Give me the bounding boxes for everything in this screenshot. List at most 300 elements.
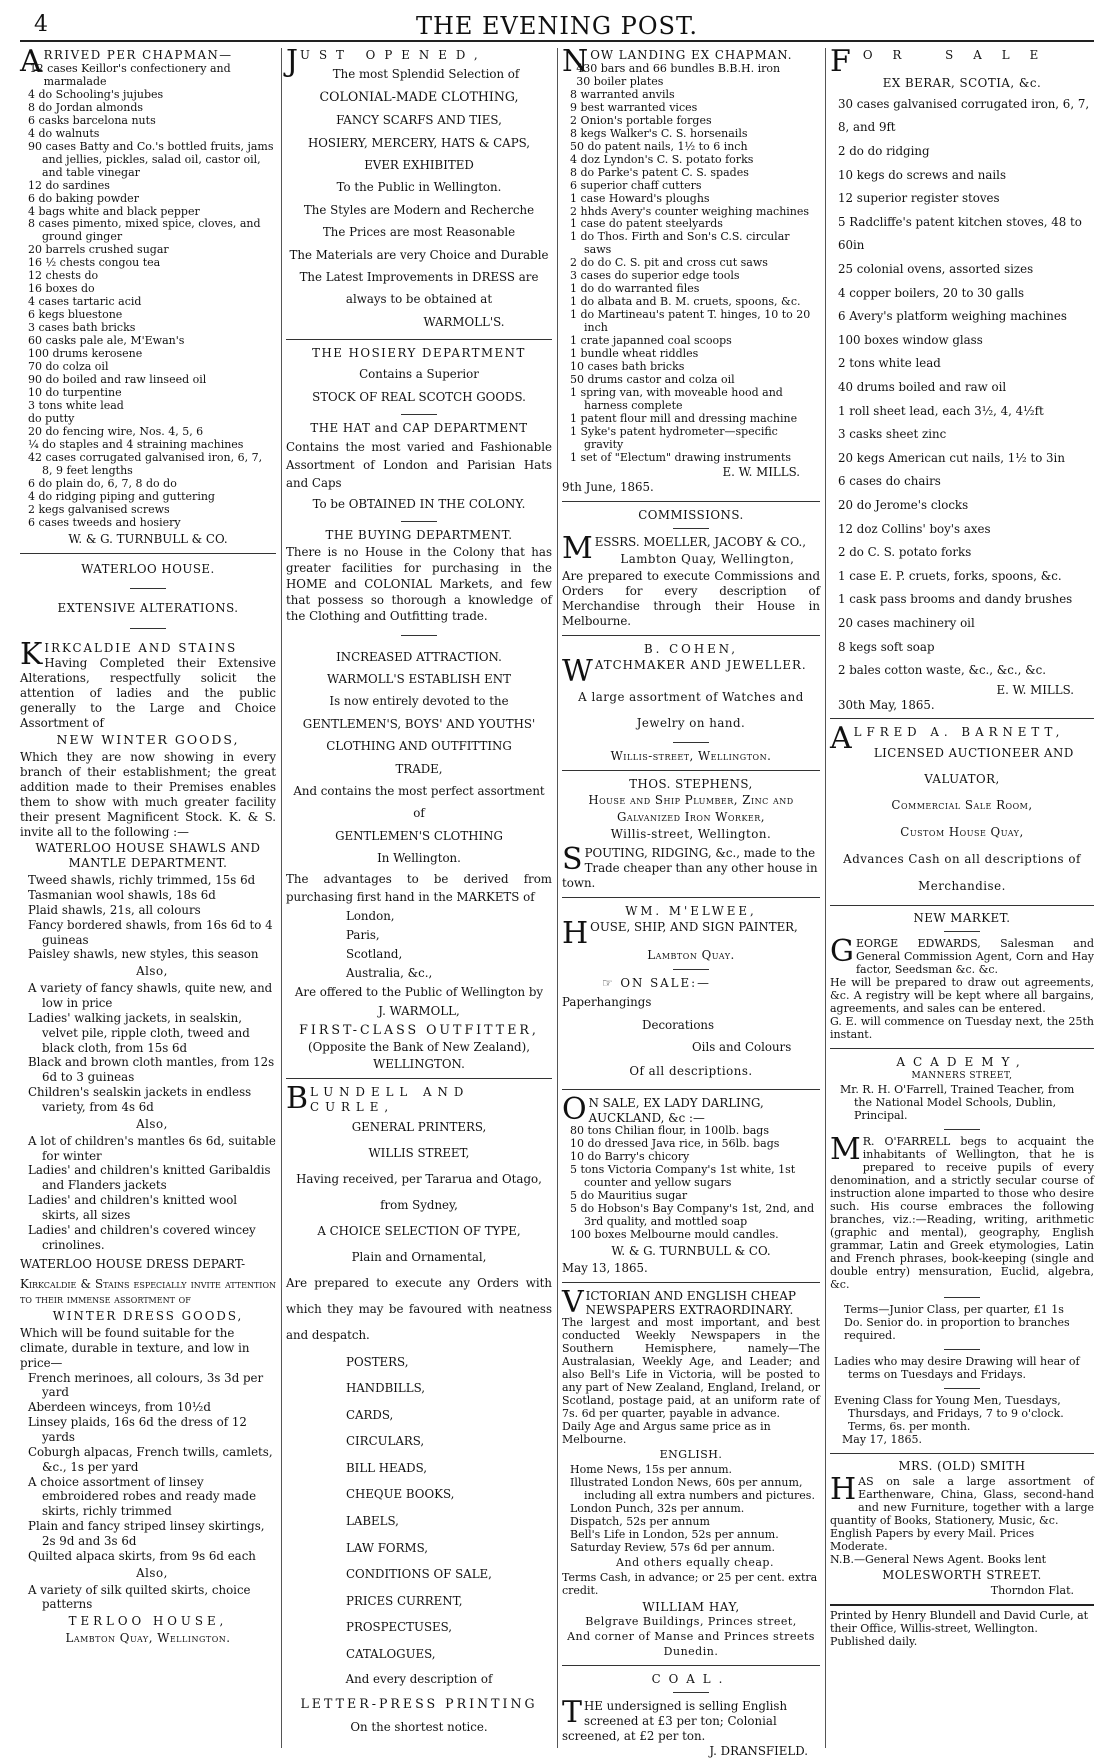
advert-heading: MRS. (OLD) SMITH: [898, 1459, 1026, 1474]
advert-line: The most Splendid Selection of: [332, 66, 520, 81]
drop-cap: A: [830, 721, 852, 757]
divider: [944, 1297, 980, 1298]
advert-date: 30th May, 1865.: [838, 697, 935, 712]
list-item: Paisley shawls, new styles, this season: [28, 947, 259, 962]
list-item: Also,: [136, 964, 168, 979]
list-item: 16 boxes do: [28, 282, 95, 296]
advert-address: And corner of Manse and Princes streets: [567, 1629, 815, 1643]
print-item: LABELS,: [346, 1513, 399, 1528]
advert-address: Dunedin.: [663, 1644, 719, 1658]
list-item: 1 do Thos. Firth and Son's C.S. circular saws: [570, 230, 790, 257]
advert-line: MANNERS STREET,: [911, 1071, 1013, 1082]
list-item: Linsey plaids, 16s 6d the dress of 12 yards: [28, 1415, 247, 1445]
list-item: 6 do plain do, 6, 7, 8 do do: [28, 476, 177, 490]
divider: [944, 1129, 980, 1130]
list-item: ¼ do staples and 4 straining machines: [28, 437, 244, 451]
advert-line: FIRST-CLASS OUTFITTER,: [299, 1021, 539, 1037]
list-item: 100 boxes Melbourne mould candles.: [570, 1228, 779, 1242]
advert-heading: OUSE, SHIP, AND SIGN PAINTER,: [590, 920, 798, 935]
list-item: 5 do Mauritius sugar: [570, 1189, 688, 1203]
advert-line: STOCK OF REAL SCOTCH GOODS.: [312, 389, 526, 404]
list-item: 1 crate japanned coal scoops: [570, 334, 732, 348]
divider: [401, 635, 437, 636]
edwards-advert: [830, 912, 1094, 1043]
list-item: Also,: [136, 1565, 168, 1580]
market-item: Australia, &c.,: [346, 965, 433, 980]
list-item: 10 do dressed Java rice, in 56lb. bags: [570, 1137, 780, 1151]
divider: [562, 501, 820, 502]
advert-line: Is now entirely devoted to the: [329, 694, 509, 709]
list-item: Bell's Life in London, 52s per annum.: [570, 1527, 779, 1541]
advert-line: from Sydney,: [380, 1198, 458, 1213]
print-item: LAW FORMS,: [346, 1540, 428, 1555]
list-item: 1 spring van, with moveable hood and harness complete: [570, 386, 783, 413]
divider: [673, 742, 709, 743]
drop-cap: W: [562, 654, 593, 690]
advert-line: Having received, per Tararua and Otago,: [296, 1172, 542, 1187]
list-item: 10 do turpentine: [28, 386, 122, 400]
advert-line: To the Public in Wellington.: [336, 180, 502, 195]
divider: [830, 1453, 1094, 1454]
subsection-heading: THE HOSIERY DEPARTMENT: [312, 346, 526, 361]
advert-text: Terms Cash, in advance; or 25 per cent. extra credit.: [562, 1570, 818, 1597]
advert-highlight: WINTER DRESS GOODS,: [52, 1309, 244, 1324]
list-item: 4 do Schooling's jujubes: [28, 87, 164, 101]
advert-line: FANCY SCARFS AND TIES,: [336, 113, 502, 128]
divider: [562, 635, 820, 636]
goods-list: [562, 1125, 820, 1242]
melwee-advert: [562, 904, 820, 1083]
list-item: 20 do fencing wire, Nos. 4, 5, 6: [28, 424, 204, 438]
academy-advert: [830, 1055, 1094, 1447]
list-item: 8 kegs Walker's C. S. horsenails: [570, 126, 748, 140]
arrived-advert: [20, 44, 276, 547]
subsection-heading: ENGLISH.: [659, 1447, 723, 1461]
print-item: PRICES CURRENT,: [346, 1593, 463, 1608]
section-title: EXTENSIVE ALTERATIONS.: [57, 601, 239, 616]
list-item: 42 cases corrugated galvanised iron, 6, 7, 8, 9 feet lengths: [28, 450, 263, 477]
print-item: HANDBILLS,: [346, 1381, 425, 1396]
list-item: 6 kegs bluestone: [28, 308, 123, 322]
list-item: Illustrated London News, 60s per annum, including all extra numbers and pictures.: [570, 1475, 815, 1502]
list-item: 1 do Martineau's patent T. hinges, 10 to 20 inch: [570, 308, 811, 335]
advert-heading: OW LANDING EX CHAPMAN.: [590, 48, 793, 62]
lady-darling-advert: [562, 1091, 820, 1276]
advert-signature: W. & G. TURNBULL & CO.: [611, 1244, 771, 1259]
advert-line: Advances Cash on all descriptions of: [843, 851, 1081, 866]
imprint: [830, 1604, 1094, 1649]
list-item: French merinoes, all colours, 3s 3d per yard: [28, 1370, 264, 1400]
list-item: 1 Syke's patent hydrometer—specific gravity: [570, 424, 778, 451]
advert-text: Which they are now showing in every branch of their establishment; the great addition made to their Premises enables them to show with much greater facility their present Magnificent Stock. K. & S. invite all to the following :—: [20, 750, 276, 839]
divider: [830, 718, 1094, 719]
advert-address: MOLESWORTH STREET.: [882, 1567, 1042, 1582]
subsection-heading: WATERLOO HOUSE DRESS DEPART-: [20, 1256, 246, 1271]
list-item: 1 do albata and B. M. cruets, spoons, &c.: [570, 295, 801, 309]
kirkcaldie-advert: [20, 637, 276, 1646]
list-item: 5 Radcliffe's patent kitchen stoves, 48 to 60in: [838, 214, 1082, 253]
list-item: 6 Avery's platform weighing machines: [838, 309, 1067, 324]
cohen-advert: [562, 642, 820, 764]
print-item: CONDITIONS OF SALE,: [346, 1567, 492, 1582]
advert-text: The largest and most important, and best conducted Weekly Newspapers in the Southern Hemisphere, namely—The Australasian, Weekly Age, and Leader; and also Bell's Life in Victoria, will be posted to any part of New Zealand, England, Ireland, or Scotland, postage paid, at an uniform rate of 7s. 6d per quarter, payable in advance.: [562, 1316, 820, 1420]
advert-line: COLONIAL-MADE CLOTHING,: [319, 89, 519, 105]
list-item: 30 cases galvanised corrugated iron, 6, 7, 8, and 9ft: [838, 96, 1090, 135]
list-item: A variety of silk quilted skirts, choice patterns: [28, 1582, 251, 1612]
newspaper-title: THE EVENING POST.: [415, 12, 699, 40]
blundell-advert: [286, 1081, 552, 1738]
list-item: Tweed shawls, richly trimmed, 15s 6d: [28, 873, 256, 888]
advert-text: There is no House in the Colony that has greater facilities for purchasing in the HOME and COLONIAL Markets, and few that possess so thorough a knowledge of the Clothing and Outfitting trade.: [286, 544, 552, 623]
drop-cap: T: [562, 1695, 583, 1731]
advert-text: Contains the most varied and Fashionable Assortment of London and Parisian Hats and Caps: [286, 439, 552, 491]
advert-text: AS on sale a large assortment of Earthenware, China, Glass, second-hand and new Furniture, together with a large quantity of Books, Stationery, Music, &c.: [830, 1475, 1094, 1527]
barnett-advert: [830, 721, 1094, 898]
advert-date: May 13, 1865.: [562, 1261, 648, 1276]
divider: [562, 1665, 820, 1666]
advert-name: THOS. STEPHENS,: [629, 776, 753, 791]
advert-line: In Wellington.: [377, 851, 461, 866]
list-item: Saturday Review, 57s 6d per annum.: [570, 1540, 776, 1554]
list-item: 3 cases do superior edge tools: [570, 269, 740, 283]
list-item: Also,: [136, 1116, 168, 1131]
advert-date: May 17, 1865.: [842, 1433, 923, 1447]
advert-line: VALUATOR,: [924, 771, 1000, 786]
drop-cap: O: [562, 1091, 587, 1127]
list-item: Dispatch, 52s per annum: [570, 1514, 710, 1528]
advert-line: EVER EXHIBITED: [364, 158, 474, 172]
advert-heading: RRIVED PER CHAPMAN—: [43, 48, 233, 62]
section-title: NEW MARKET.: [913, 910, 1011, 925]
advert-line: Merchandise.: [918, 878, 1006, 893]
advert-line: On the shortest notice.: [350, 1719, 488, 1734]
list-item: A lot of children's mantles 6s 6d, suitable for winter: [28, 1133, 276, 1163]
divider: [130, 588, 166, 589]
list-item: And others equally cheap.: [616, 1555, 774, 1569]
advert-line: LICENSED AUCTIONEER AND: [873, 746, 1074, 761]
list-item: 1 case Howard's ploughs: [570, 191, 710, 205]
advert-line: Willis-street, Wellington.: [610, 827, 772, 842]
divider: [20, 553, 276, 554]
list-item: 80 tons Chilian flour, in 100lb. bags: [570, 1124, 769, 1138]
advert-line: (Opposite the Bank of New Zealand),: [308, 1040, 530, 1055]
advert-line: Lambton Quay, Wellington,: [620, 552, 795, 567]
advert-line: The Latest Improvements in DRESS are: [299, 270, 539, 285]
section-title: WATERLOO HOUSE.: [81, 561, 215, 576]
advert-line: Of all descriptions.: [629, 1064, 753, 1079]
advert-signature: WARMOLL'S.: [423, 314, 505, 329]
advert-text: Ladies who may desire Drawing will hear of terms on Tuesdays and Fridays.: [834, 1355, 1080, 1382]
advert-text: Having Completed their Extensive Alterations, respectfully solicit the attention of ladies and the public generally to the Large and Choice Assortment of: [20, 656, 276, 730]
list-item: 2 tons white lead: [838, 356, 941, 371]
list-item: do putty: [28, 412, 75, 426]
list-item: Plain and fancy striped linsey skirtings, 2s 9d and 3s 6d: [28, 1519, 265, 1549]
advert-heading: UST OPENED,: [300, 48, 487, 62]
column-1: [20, 44, 276, 1748]
coal-advert: [562, 1672, 820, 1759]
advert-heading: LUNDELL AND CURLE,: [310, 1085, 470, 1115]
advert-line: LETTER-PRESS PRINTING: [300, 1695, 538, 1711]
subsection-heading: INCREASED ATTRACTION.: [336, 649, 502, 664]
drop-cap: H: [830, 1472, 857, 1508]
advert-line: To be OBTAINED IN THE COLONY.: [312, 496, 526, 511]
newspapers-advert: [562, 1284, 820, 1659]
advert-text: Terms—Junior Class, per quarter, £1 1s: [844, 1303, 1064, 1317]
advert-line: Custom House Quay,: [900, 825, 1024, 840]
list-item: 6 cases do chairs: [838, 474, 941, 489]
market-item: Scotland,: [346, 947, 403, 962]
drop-cap: A: [20, 44, 42, 79]
advert-line: Commercial Sale Room,: [891, 798, 1033, 813]
list-item: 6 casks barcelona nuts: [28, 113, 156, 127]
list-item: A variety of fancy shawls, quite new, and low in price: [28, 981, 273, 1010]
list-item: 30 boiler plates: [576, 74, 664, 88]
advert-heading: ☞ ON SALE:—: [602, 976, 711, 991]
subsection-heading: WATERLOO HOUSE SHAWLS AND MANTLE DEPARTMENT.: [35, 841, 261, 871]
list-item: 2 do C. S. potato forks: [838, 545, 972, 560]
divider: [562, 1282, 820, 1283]
list-item: 2 do do ridging: [838, 144, 930, 159]
advert-date: 9th June, 1865.: [562, 479, 654, 494]
advert-signature: W. & G. TURNBULL & CO.: [68, 531, 228, 546]
list-item: 90 do boiled and raw linseed oil: [28, 373, 207, 387]
shawls-list: [20, 873, 276, 1252]
column-2: [286, 44, 552, 1748]
divider: [562, 1089, 820, 1090]
list-item: 100 drums kerosene: [28, 347, 143, 361]
print-item: CIRCULARS,: [346, 1434, 425, 1449]
advert-line: The Materials are very Choice and Durable: [289, 247, 549, 262]
list-item: 20 barrels crushed sugar: [28, 243, 169, 257]
advert-heading: COAL.: [651, 1671, 731, 1686]
list-item: 3 tons white lead: [28, 399, 124, 413]
list-item: 1 set of "Electum" drawing instruments: [570, 450, 792, 464]
print-item: PROSPECTUSES,: [346, 1620, 453, 1635]
advert-text: N.B.—General News Agent. Books lent: [830, 1552, 1047, 1566]
market-item: Paris,: [346, 928, 380, 943]
advert-highlight: NEW WINTER GOODS,: [56, 732, 240, 748]
list-item: 4 bags white and black pepper: [28, 204, 200, 218]
imprint-text: Printed by Henry Blundell and David Curle, at their Office, Willis-street, Wellington. Published daily.: [830, 1608, 1089, 1648]
divider: [673, 528, 709, 529]
advert-address: Lambton Quay, Wellington.: [65, 1631, 231, 1646]
advert-line: GENTLEMEN'S CLOTHING: [335, 828, 503, 843]
list-item: 8 cases pimento, mixed spice, cloves, and ground ginger: [28, 217, 261, 244]
list-item: 12 superior register stoves: [838, 191, 1000, 206]
advert-address: Lambton Quay.: [647, 948, 735, 963]
divider: [401, 521, 437, 522]
list-item: Tasmanian wool shawls, 18s 6d: [28, 887, 216, 902]
list-item: 20 kegs American cut nails, 1½ to 3in: [838, 450, 1065, 465]
column-divider: [281, 48, 282, 1748]
list-item: Black and brown cloth mantles, from 12s 6d to 3 guineas: [28, 1055, 275, 1085]
advert-line: A large assortment of Watches and: [578, 690, 804, 705]
advert-name: B. COHEN,: [643, 641, 739, 656]
advert-text: Daily Age and Argus same price as in Melbourne.: [562, 1419, 771, 1446]
stephens-advert: [562, 777, 820, 891]
smith-advert: [830, 1460, 1094, 1598]
advert-signature: E. W. MILLS.: [996, 682, 1074, 697]
advert-line: always to be obtained at: [345, 292, 493, 307]
list-item: Children's sealskin jackets in endless variety, from 4s 6d: [28, 1085, 252, 1114]
print-item: POSTERS,: [346, 1354, 409, 1369]
advert-signature: WILLIAM HAY,: [642, 1599, 740, 1614]
print-item: CATALOGUES,: [346, 1646, 436, 1661]
advert-heading: ESSRS. MOELLER, JACOBY & CO.,: [594, 535, 807, 550]
subsection-heading: THE HAT and CAP DEPARTMENT: [310, 420, 528, 435]
divider: [830, 905, 1094, 906]
advert-signature: J. WARMOLL,: [378, 1003, 460, 1018]
print-item: BILL HEADS,: [346, 1460, 428, 1475]
divider: [944, 1388, 980, 1389]
advert-text: Are prepared to execute Commissions and Orders for every description of Merchandise through their House in Melbourne.: [562, 569, 820, 628]
advert-line: A CHOICE SELECTION OF TYPE,: [317, 1224, 521, 1239]
divider: [562, 770, 820, 771]
advert-line: WARMOLL'S ESTABLISH ENT: [327, 671, 511, 686]
goods-list: [562, 63, 820, 465]
list-item: 2 Onion's portable forges: [570, 113, 712, 127]
list-item: 1 do do warranted files: [570, 282, 700, 296]
advert-text: R. O'FARRELL begs to acquaint the inhabitants of Wellington, that he is prepared to receive pupils of every denomination, and a strictly secular course of instruction alone imparted to those who desire such. His course embraces the following branches, viz.:—Reading, writing, arithmetic (graphic and mental), geography, English grammar, Latin and Greek etymologies, Latin and French phrases, book-keeping (single and double entry) mensuration, Euclid, algebra, &c.: [830, 1134, 1094, 1291]
advert-line: The Prices are most Reasonable: [322, 225, 516, 240]
list-item: 1 bundle wheat riddles: [570, 347, 699, 361]
drop-cap: F: [830, 44, 851, 79]
list-item: Quilted alpaca skirts, from 9s 6d each: [28, 1548, 256, 1563]
list-item: Ladies' and children's knitted Garibaldis and Flanders jackets: [28, 1163, 271, 1193]
divider: [286, 339, 552, 340]
advert-line: Are offered to the Public of Wellington by: [294, 984, 544, 999]
list-item: 1 cask pass brooms and dandy brushes: [838, 592, 1073, 607]
advert-line: And every description of: [345, 1672, 493, 1687]
list-item: 12 chests do: [28, 269, 99, 283]
list-item: 8 kegs soft soap: [838, 639, 935, 654]
list-item: Coburgh alpacas, French twills, camlets, &c., 1s per yard: [28, 1444, 273, 1474]
drop-cap: N: [562, 44, 589, 79]
advert-line: Galvanized Iron Worker,: [616, 810, 766, 825]
advert-text: Evening Class for Young Men, Tuesdays, Thursdays, and Fridays, 7 to 9 o'clock. Terms, 6s. per month.: [834, 1394, 1064, 1434]
advert-address: Willis-street, Wellington.: [610, 748, 772, 763]
advert-line: GENTLEMEN'S, BOYS' AND YOUTHS': [302, 716, 536, 731]
advert-text: English Papers by every Mail. Prices Moderate.: [830, 1526, 1035, 1553]
column-4: [830, 44, 1094, 1748]
column-divider: [825, 48, 826, 1748]
divider: [286, 1078, 552, 1079]
list-item: 25 colonial ovens, assorted sizes: [838, 262, 1034, 277]
list-item: 8 warranted anvils: [570, 87, 675, 101]
drop-cap: G: [830, 934, 854, 970]
masthead: [20, 8, 1094, 42]
newspaper-list: [562, 1464, 820, 1570]
advert-heading: IRKCALDIE AND STAINS: [44, 641, 238, 656]
print-item: CARDS,: [346, 1407, 394, 1422]
advert-address: Thorndon Flat.: [990, 1583, 1074, 1597]
advert-text: Which will be found suitable for the climate, durable in texture, and low in price—: [20, 1326, 250, 1370]
dress-list: [20, 1371, 276, 1613]
advert-text: Mr. R. H. O'Farrell, Trained Teacher, from the National Model Schools, Dublin, Principal.: [840, 1082, 1075, 1122]
advert-text: Kirkcaldie & Stains especially invite attention to their immense assortment of: [20, 1277, 276, 1307]
list-item: 12 cases Keillor's confectionery and marmalade: [29, 61, 231, 88]
divider: [944, 1349, 980, 1350]
advert-line: GENERAL PRINTERS,: [351, 1120, 487, 1135]
list-item: 4 copper boilers, 20 to 30 galls: [838, 285, 1025, 300]
list-item: A choice assortment of linsey embroidered robes and ready made skirts, richly trimmed: [28, 1474, 257, 1519]
divider: [673, 1692, 709, 1693]
advert-line: Plain and Ornamental,: [351, 1249, 487, 1264]
print-item: CHEQUE BOOKS,: [346, 1487, 455, 1502]
drop-cap: M: [830, 1131, 861, 1167]
advert-heading: ATCHMAKER AND JEWELLER.: [594, 658, 807, 673]
divider: [673, 969, 709, 970]
advert-text: Are prepared to execute any Orders with which they may be favoured with neatness and despatch.: [286, 1275, 552, 1342]
advert-line: CLOTHING AND OUTFITTING: [326, 739, 512, 754]
advert-text: Do. Senior do. in proportion to branches required.: [844, 1316, 1070, 1343]
advert-text: He will be prepared to draw out agreements, &c. A registry will be kept where all bargains, agreements, and sales can be entered.: [830, 976, 1094, 1016]
list-item: 2 do do C. S. pit and cross cut saws: [570, 256, 768, 270]
advert-line: HOSIERY, MERCERY, HATS & CAPS,: [307, 135, 531, 150]
advert-text: POUTING, RIDGING, &c., made to the Trade cheaper than any other house in town.: [562, 845, 818, 890]
advert-line: Oils and Colours: [692, 1039, 792, 1054]
list-item: 3 casks sheet zinc: [838, 427, 947, 442]
divider: [401, 414, 437, 415]
list-item: 90 cases Batty and Co.'s bottled fruits, jams and jellies, pickles, salad oil, castor oil, and table vinegar: [28, 139, 274, 179]
list-item: 2 bales cotton waste, &c., &c., &c.: [838, 663, 1047, 678]
list-item: Home News, 15s per annum.: [570, 1462, 733, 1476]
drop-cap: S: [562, 841, 583, 877]
advert-line: WELLINGTON.: [373, 1056, 465, 1071]
list-item: 6 cases tweeds and hosiery: [28, 515, 181, 529]
divider: [830, 1048, 1094, 1049]
advert-line: House and Ship Plumber, Zinc and: [588, 793, 794, 808]
list-item: 2 hhds Avery's counter weighing machines: [570, 204, 810, 218]
divider: [130, 628, 166, 629]
list-item: 70 do colza oil: [28, 360, 109, 374]
list-item: 5 tons Victoria Company's 1st white, 1st counter and yellow sugars: [570, 1163, 796, 1190]
advert-line: TRADE,: [395, 761, 443, 776]
subsection-heading: THE BUYING DEPARTMENT.: [325, 528, 513, 543]
advert-line: WILLIS STREET,: [368, 1146, 470, 1161]
drop-cap: V: [562, 1284, 584, 1320]
list-item: 100 boxes window glass: [838, 332, 983, 347]
advert-line: And contains the most perfect assortment of: [293, 783, 545, 821]
warmoll-advert: [286, 44, 552, 1072]
column-divider: [557, 48, 558, 1748]
list-item: 4 cases tartaric acid: [28, 295, 142, 309]
advert-heading: LFRED A. BARNETT,: [853, 725, 1065, 740]
list-item: 1 patent flour mill and dressing machine: [570, 412, 798, 426]
section-title: COMMISSIONS.: [638, 507, 744, 522]
market-item: London,: [346, 909, 395, 924]
advert-line: Jewelry on hand.: [636, 716, 746, 731]
advert-text: The advantages to be derived from purchasing first hand in the MARKETS of: [286, 871, 552, 905]
page-number: 4: [34, 12, 48, 37]
list-item: Plaid shawls, 21s, all colours: [28, 902, 201, 917]
advert-signature: J. DRANSFIELD.: [709, 1744, 808, 1759]
list-item: 8 do Parke's patent C. S. spades: [570, 165, 749, 179]
drop-cap: J: [286, 44, 299, 79]
list-item: 40 drums boiled and raw oil: [838, 379, 1007, 394]
list-item: Fancy bordered shawls, from 16s 6d to 4 guineas: [28, 917, 273, 947]
list-item: Ladies' and children's knitted wool skirts, all sizes: [28, 1193, 238, 1222]
list-item: 16 ½ chests congou tea: [28, 256, 161, 270]
list-item: 12 do sardines: [28, 178, 110, 192]
list-item: 50 do patent nails, 1½ to 6 inch: [570, 139, 748, 153]
advert-signature: TERLOO HOUSE,: [68, 1614, 228, 1629]
advert-name: WM. M'ELWEE,: [625, 903, 757, 918]
list-item: Ladies' and children's covered wincey crinolines.: [28, 1222, 256, 1252]
list-item: 4 do ridging piping and guttering: [28, 489, 215, 503]
list-item: 20 cases machinery oil: [838, 615, 975, 630]
advert-heading: ICTORIAN AND ENGLISH CHEAP NEWSPAPERS EXTRAORDINARY.: [585, 1288, 796, 1318]
